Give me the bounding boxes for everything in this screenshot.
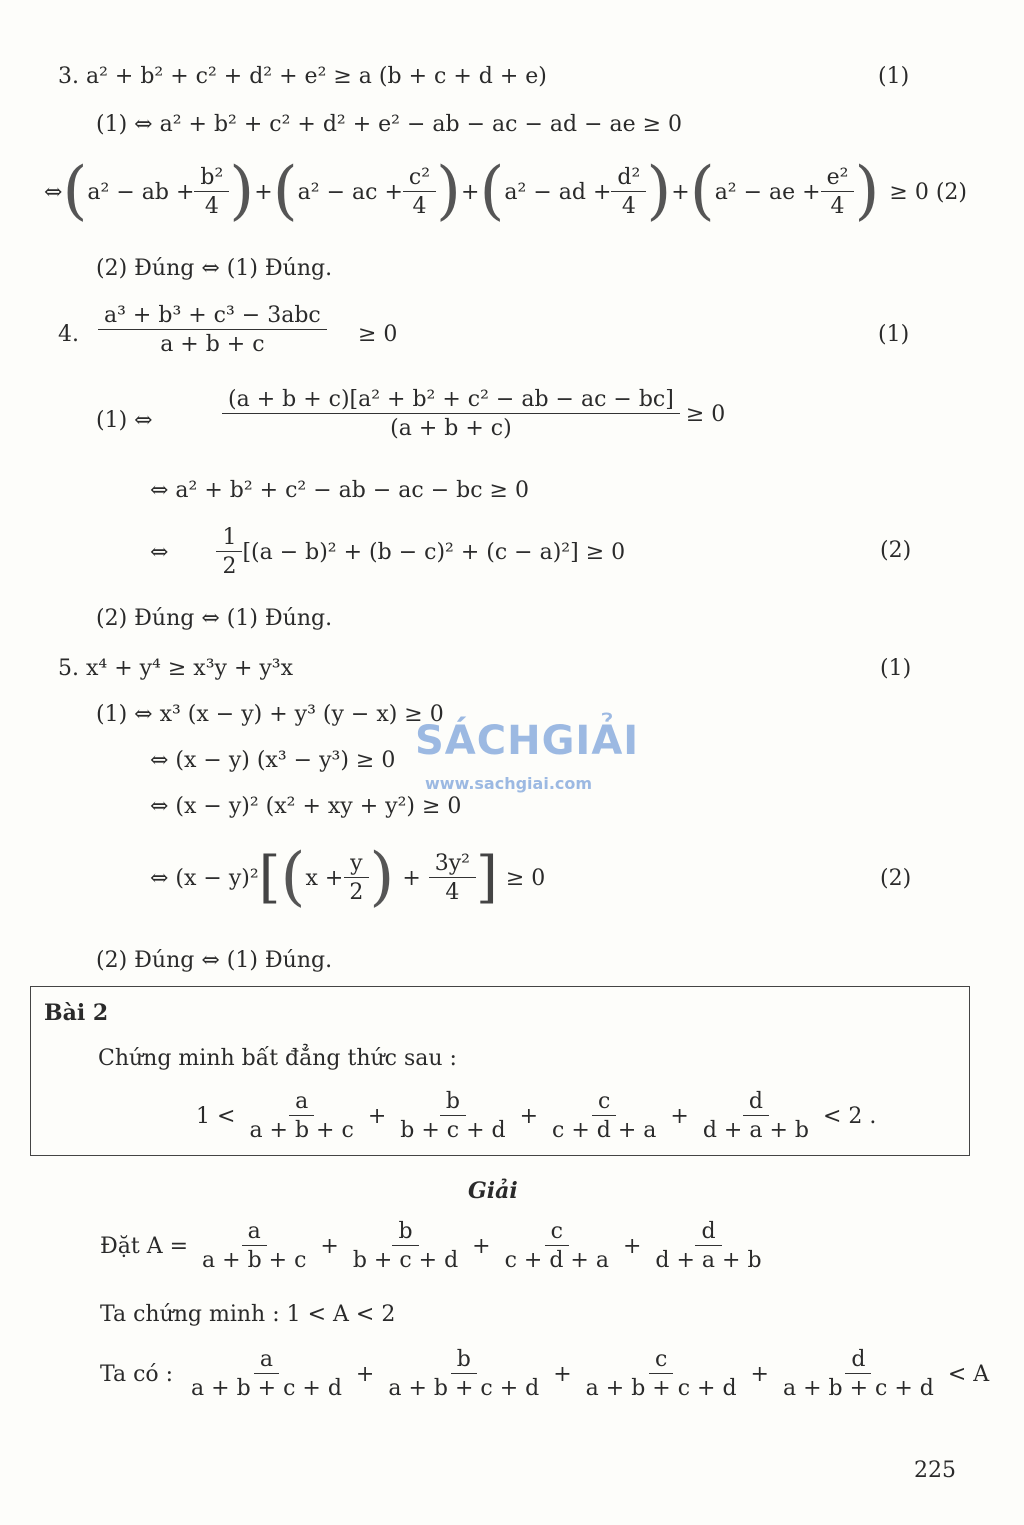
bai-inequality: 1 < a a + b + c + $\frac{b}{b + c + d}$ + $\frac{c}{c + d + a}$ + $\frac{d}{d + a + b}$ < 2 . (196, 1089, 877, 1144)
equiv-symbol: ⇔ (44, 179, 63, 205)
p4-tag2: (2) (880, 538, 912, 563)
p5-line3: ⇔ (x − y)² (x² + xy + y²) ≥ 0 (150, 794, 462, 819)
page-number: 225 (914, 1458, 956, 1483)
p5-tag: (1) (880, 656, 912, 681)
ta-co: Ta có : a a + b + c + d + $\frac{b}{a + b + c + d}$ + $\frac{c}{a + b + c + d}$ + $\frac{d}{a + b + c + d}$ < A (100, 1347, 990, 1402)
bai-text: Chứng minh bất đẳng thức sau : (98, 1046, 457, 1071)
bai-title: Bài 2 (44, 1000, 109, 1026)
p3-title: 3. a² + b² + c² + d² + e² ≥ a (b + c + d + e) (58, 64, 547, 89)
chung-minh: Ta chứng minh : 1 < A < 2 (100, 1302, 396, 1327)
dat-a: Đặt A = $\frac{a}{a + b + c}$ + $\frac{b}{b + c + d}$ + $\frac{c}{c + d + a}$ + $\frac{d}{d + a + b}$ (100, 1219, 762, 1274)
p5-title: 5. x⁴ + y⁴ ≥ x³y + y³x (58, 656, 294, 681)
watermark: SÁCHGIẢI www.sachgiai.com (415, 718, 640, 793)
p4-line2: ⇔ a² + b² + c² − ab − ac − bc ≥ 0 (150, 478, 529, 503)
p4-fraction: a³ + b³ + c³ − 3abc a + b + c (98, 304, 327, 356)
p4-line1: $\frac{\text{(a + b + c)[a² + b² + c² − ab − ac − bc]}}{(a + b + c)}$ ≥ 0 (222, 388, 725, 440)
p5-line1: (1) ⇔ x³ (x − y) + y³ (y − x) ≥ 0 (96, 702, 444, 727)
p4-line3: ⇔ 1 2 [(a − b)² + (b − c)² + (c − a)²] ≥ 0 (150, 524, 626, 579)
p5-line2: ⇔ (x − y) (x³ − y³) ≥ 0 (150, 748, 396, 773)
p5-tag2: (2) (880, 866, 912, 891)
p4-l1-pre: (1) ⇔ (96, 408, 153, 433)
solution-heading: Giải (468, 1178, 518, 1204)
p5-line4: ⇔ (x − y)² [ ( x + $\frac{y}{2}$ ) + $\frac{\text{3y²}}{4}$ ] ≥ 0 (150, 840, 546, 915)
p4-tag: (1) (878, 322, 910, 347)
p3-line2: ⇔ ( a² − ab + $\frac{\text{b²}}{4}$ ) + ( a² − ac + $\frac{\text{c²}}{4}$ ) + ( a² − ad + $\frac{\text{d²}}{4}$ ) + ( a² − ae + $\frac{\text{e²}}{4}$ ) ≥ 0 (2) (44, 154, 968, 229)
p4-index: 4. (58, 322, 79, 347)
p5-conclusion: (2) Đúng ⇔ (1) Đúng. (96, 948, 333, 973)
p3-tag: (1) (878, 64, 910, 89)
p4-ge: ≥ 0 (358, 322, 398, 347)
p3-conclusion: (2) Đúng ⇔ (1) Đúng. (96, 256, 333, 281)
p4-conclusion: (2) Đúng ⇔ (1) Đúng. (96, 606, 333, 631)
p3-line1: (1) ⇔ a² + b² + c² + d² + e² − ab − ac − ad − ae ≥ 0 (96, 112, 683, 137)
